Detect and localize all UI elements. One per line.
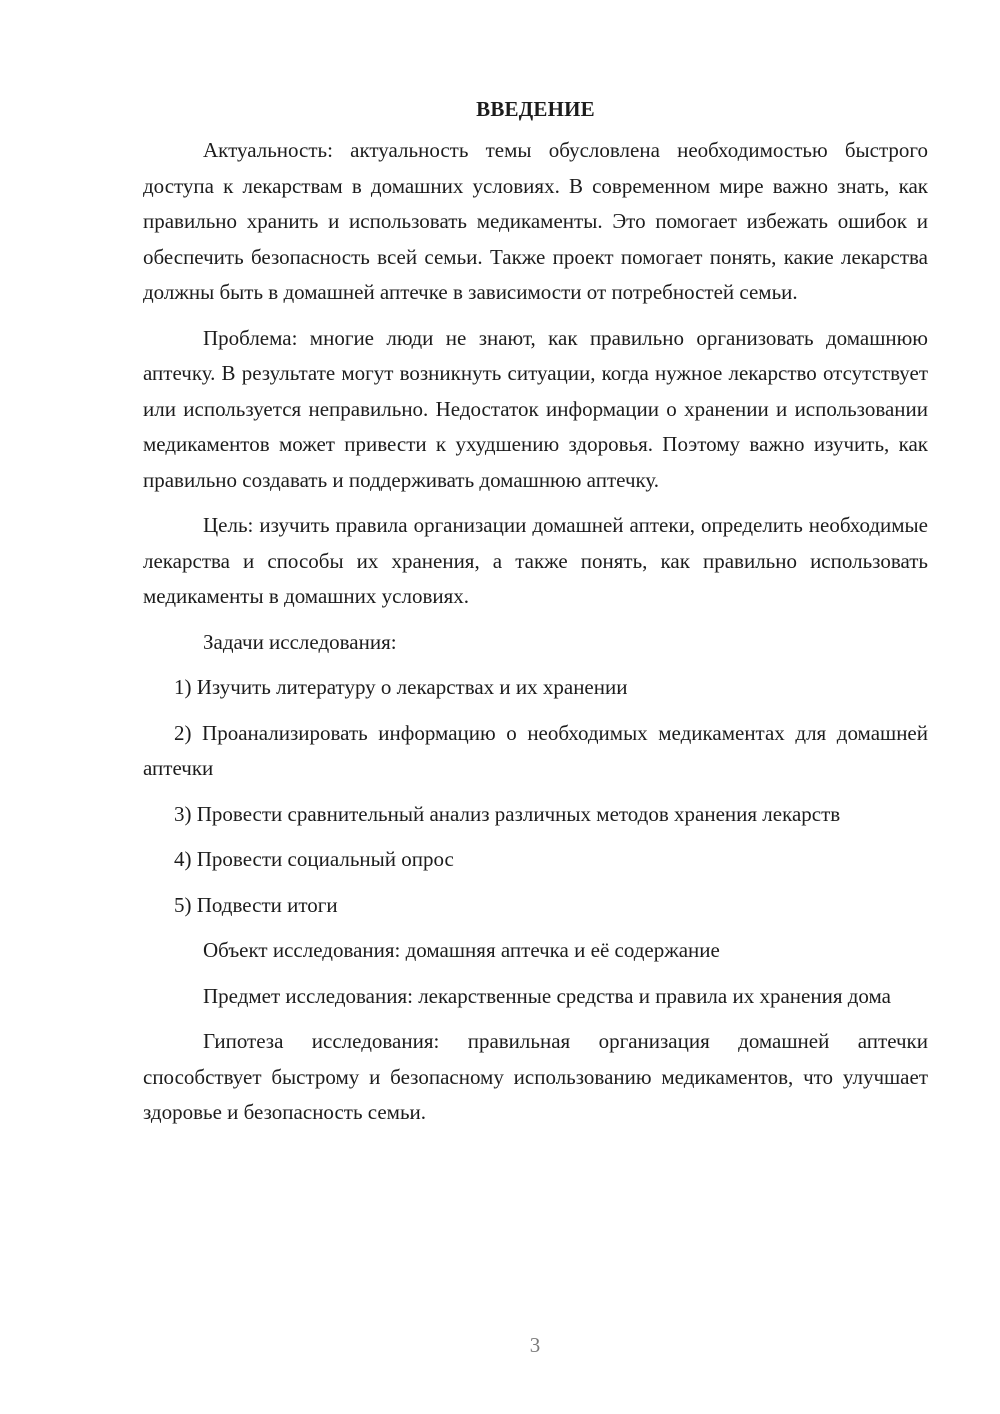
page-number: 3 [529,1333,541,1357]
page-title: ВВЕДЕНИЕ [476,97,595,121]
subject-paragraph: Предмет исследования: лекарственные средства и правила их хранения дома [203,983,891,1008]
list-item: 5) Подвести итоги [174,892,338,917]
list-item: 3) Провести сравнительный анализ различных методов хранения лекарств [174,801,841,826]
list-item: 2) Проанализировать информацию о необходимых медикаментах для домашней аптечки [143,720,928,780]
list-item: 4) Провести социальный опрос [174,847,454,871]
hypothesis-paragraph: Гипотеза исследования: правильная организация домашней аптечки способствует быстрому и безопасному использованию медикаментов, что улучшает здоровье и безопасность семьи. [143,1029,928,1124]
goal-paragraph: Цель: изучить правила организации домашней аптеки, определить необходимые лекарства и способы их хранения, а также понять, как правильно использовать медикаменты в домашних условиях. [143,513,928,608]
object-paragraph: Объект исследования: домашняя аптечка и её содержание [203,938,720,962]
problem-paragraph: Проблема: многие люди не знают, как правильно организовать домашнюю аптечку. В результате могут возникнуть ситуации, когда нужное лекарство отсутствует или используется неправильно. Недостаток информации о хранении и использовании медикаментов может привести к ухудшению здоровья. Поэтому важно изучить, как правильно создавать и поддерживать домашнюю аптечку. [143,325,928,492]
page-content [143,92,928,1131]
tasks-heading: Задачи исследования: [203,629,397,654]
list-item: 1) Изучить литературу о лекарствах и их хранении [174,675,628,699]
relevance-paragraph: Актуальность: актуальность темы обусловлена необходимостью быстрого доступа к лекарствам в домашних условиях. В современном мире важно знать, как правильно хранить и использовать медикаменты. Это помогает избежать ошибок и обеспечить безопасность всей семьи. Также проект помогает понять, какие лекарства должны быть в домашней аптечке в зависимости от потребностей семьи. [143,138,928,304]
